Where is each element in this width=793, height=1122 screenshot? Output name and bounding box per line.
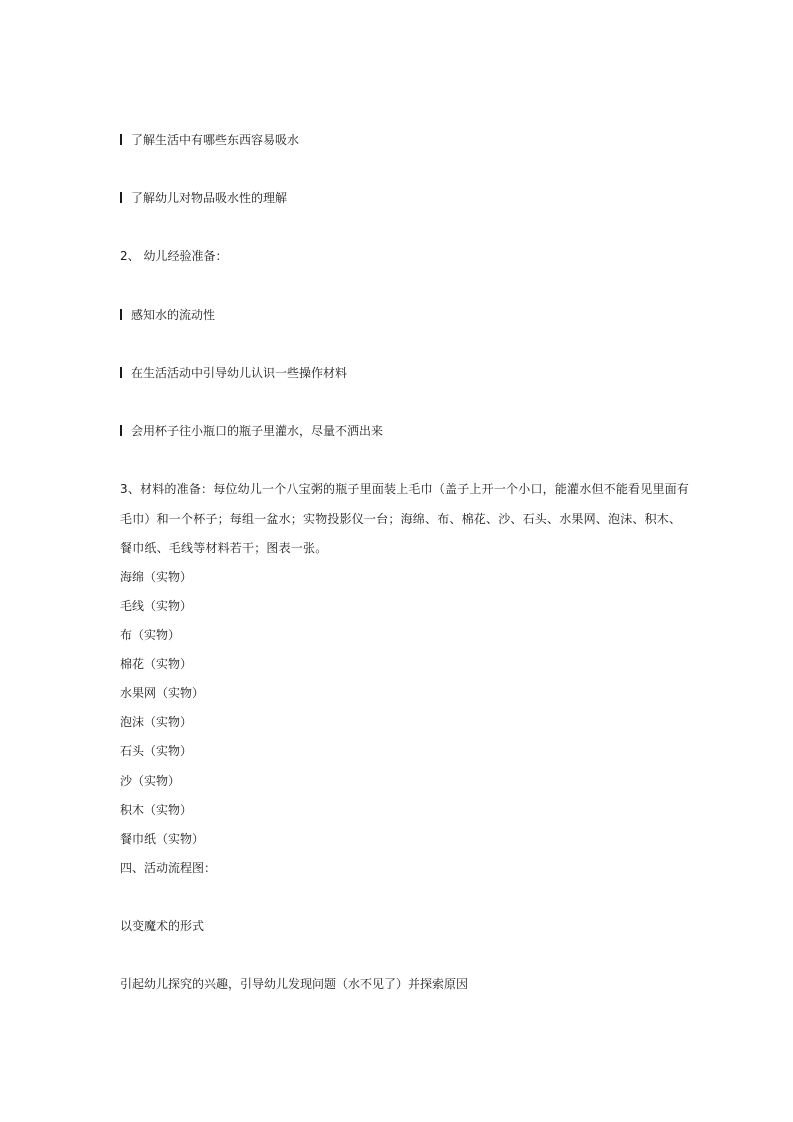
material-item: 餐巾纸（实物） <box>120 832 205 846</box>
objective-item: 了解生活中有哪些东西容易吸水 <box>120 132 299 148</box>
flow-step: 引起幼儿探究的兴趣，引导幼儿发现问题（水不见了）并探索原因 <box>120 977 469 991</box>
materials-paragraph-line: 餐巾纸、毛线等材料若干；图表一张。 <box>120 541 328 555</box>
bullet-marker <box>120 309 122 320</box>
experience-item: 会用杯子往小瓶口的瓶子里灌水，尽量不洒出来 <box>120 423 383 439</box>
bullet-marker <box>120 367 122 378</box>
material-item: 石头（实物） <box>120 744 193 758</box>
flow-heading: 四、活动流程图： <box>120 861 217 875</box>
materials-paragraph-line: 3、材料的准备：每位幼儿一个八宝粥的瓶子里面装上毛巾（盖子上开一个小口，能灌水但不能看见里面有 <box>120 482 690 496</box>
bullet-marker <box>120 192 122 203</box>
material-item: 海绵（实物） <box>120 570 193 584</box>
material-item: 棉花（实物） <box>120 657 193 671</box>
material-item: 积木（实物） <box>120 803 193 817</box>
experience-item: 在生活活动中引导幼儿认识一些操作材料 <box>120 365 347 381</box>
materials-paragraph-line: 毛巾）和一个杯子；每组一盆水；实物投影仪一台；海绵、布、棉花、沙、石头、水果网、泡沫、积木、 <box>120 512 682 526</box>
experience-heading: 2、 幼儿经验准备： <box>120 249 228 263</box>
material-item: 布（实物） <box>120 628 181 642</box>
material-item: 毛线（实物） <box>120 599 193 613</box>
bullet-marker <box>120 425 122 436</box>
experience-item: 感知水的流动性 <box>120 307 215 323</box>
material-item: 沙（实物） <box>120 774 181 788</box>
flow-step: 以变魔术的形式 <box>120 919 205 933</box>
bullet-marker <box>120 134 122 145</box>
material-item: 泡沫（实物） <box>120 715 193 729</box>
objective-item: 了解幼儿对物品吸水性的理解 <box>120 190 287 206</box>
material-item: 水果网（实物） <box>120 686 205 700</box>
